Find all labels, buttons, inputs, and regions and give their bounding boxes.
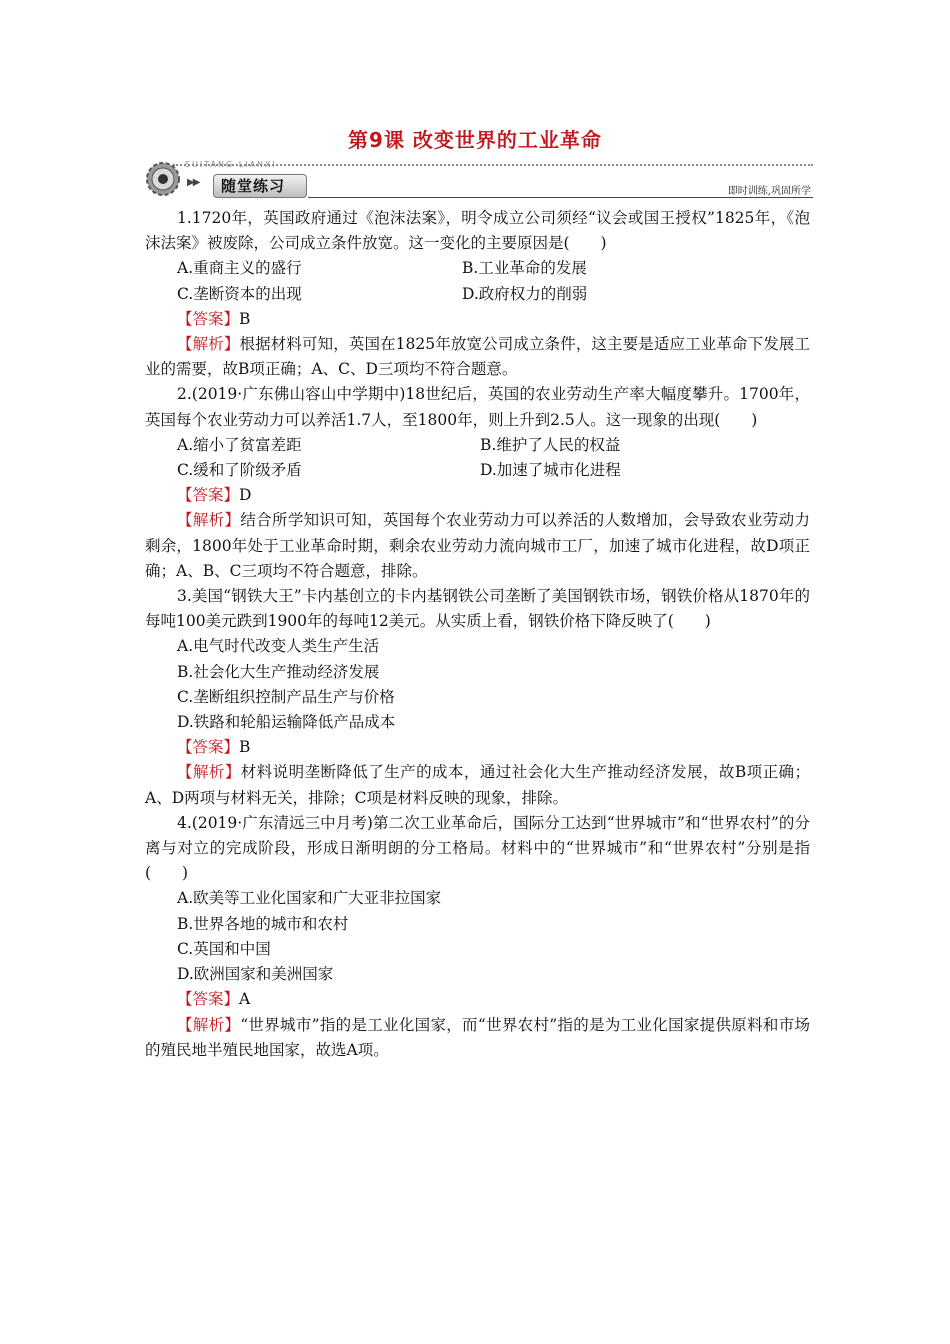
option-b: B.世界各地的城市和农村 xyxy=(177,914,349,933)
analysis-text: 材料说明垄断降低了生产的成本，通过社会化大生产推动经济发展，故B项正确；A、D两项与材料无关，排除；C项是材料反映的现象，排除。 xyxy=(145,763,810,807)
option-b: B.社会化大生产推动经济发展 xyxy=(177,662,380,681)
option-c: C.缓和了阶级矛盾 xyxy=(177,461,302,480)
option-grid xyxy=(145,256,810,306)
option-a: A.电气时代改变人类生产生活 xyxy=(177,637,380,656)
question-stem: 3.美国“钢铁大王”卡内基创立的卡内基钢铁公司垄断了美国钢铁市场，钢铁价格从1870年的每吨100美元跌到1900年的每吨12美元。从实质上看，钢铁价格下降反映了( ) xyxy=(145,587,810,631)
analysis-tag: 【解析】 xyxy=(177,511,241,530)
option-c: C.英国和中国 xyxy=(177,939,271,958)
banner-tagline: 即时训练,巩固所学 xyxy=(727,186,811,197)
option-a: A.缩小了贫富差距 xyxy=(177,435,302,454)
banner-label: 随堂练习 xyxy=(221,177,286,195)
option-d: D.欧洲国家和美洲国家 xyxy=(177,965,334,984)
analysis-text: 根据材料可知，英国在1825年放宽公司成立条件，这主要是适应工业革命下发展工业的需要，故B项正确；A、C、D三项均不符合题意。 xyxy=(145,335,810,379)
option-d: D.铁路和轮船运输降低产品成本 xyxy=(177,713,396,732)
answer-tag: 【答案】 xyxy=(177,309,240,328)
question-4 xyxy=(145,811,810,1063)
answer-tag: 【答案】 xyxy=(177,486,240,505)
answer-line xyxy=(145,735,810,760)
analysis-tag: 【解析】 xyxy=(177,763,241,782)
question-list xyxy=(145,206,810,1063)
analysis-line xyxy=(145,332,810,382)
option-a: A.欧美等工业化国家和广大亚非拉国家 xyxy=(177,889,442,908)
analysis-tag: 【解析】 xyxy=(177,1015,241,1034)
double-arrow-icon: ▶▶ xyxy=(187,177,199,188)
analysis-line xyxy=(145,1013,810,1063)
option-c: C.垄断组织控制产品生产与价格 xyxy=(177,687,395,706)
question-stem: 1.1720年，英国政府通过《泡沫法案》，明令成立公司须经“议会或国王授权”1825年，《泡沫法案》被废除，公司成立条件放宽。这一变化的主要原因是( ) xyxy=(145,209,810,253)
banner-rule xyxy=(308,197,813,198)
option-b: B.维护了人民的权益 xyxy=(480,435,621,454)
option-d: D.政府权力的削弱 xyxy=(462,284,588,303)
answer-line xyxy=(145,987,810,1012)
page-title: 第9课 改变世界的工业革命 xyxy=(348,128,602,152)
analysis-text: 结合所学知识可知，英国每个农业劳动力可以养活的人数增加，会导致农业劳动力剩余，1800年处于工业革命时期，剩余农业劳动力流向城市工厂，加速了城市化进程，故D项正确；A、B、C三项均不符合题意，排除。 xyxy=(145,511,810,580)
question-2 xyxy=(145,382,810,584)
section-banner xyxy=(143,157,813,199)
question-stem: 4.(2019·广东清远三中月考)第二次工业革命后，国际分工达到“世界城市”和“世界农村”的分离与对立的完成阶段，形成日渐明朗的分工格局。材料中的“世界城市”和“世界农村”分别是指( ) xyxy=(145,813,810,883)
option-c: C.垄断资本的出现 xyxy=(177,284,302,303)
question-1 xyxy=(145,206,810,382)
analysis-line xyxy=(145,760,810,810)
answer-value: B xyxy=(239,738,251,757)
answer-value: D xyxy=(239,486,252,505)
answer-line xyxy=(145,307,810,332)
answer-tag: 【答案】 xyxy=(177,990,240,1009)
answer-line xyxy=(145,483,810,508)
question-3 xyxy=(145,584,810,811)
analysis-text: “世界城市”指的是工业化国家，而“世界农村”指的是为工业化国家提供原料和市场的殖民地半殖民地国家，故选A项。 xyxy=(145,1015,810,1059)
gear-icon xyxy=(143,159,183,199)
option-a: A.重商主义的盛行 xyxy=(177,259,302,278)
answer-value: A xyxy=(239,990,251,1009)
option-grid xyxy=(145,433,810,483)
banner-pinyin: SUITANG LIANXI xyxy=(185,160,277,169)
answer-tag: 【答案】 xyxy=(177,738,240,757)
analysis-tag: 【解析】 xyxy=(177,335,240,354)
answer-value: B xyxy=(239,309,251,328)
question-stem: 2.(2019·广东佛山容山中学期中)18世纪后，英国的农业劳动生产率大幅度攀升。1700年，英国每个农业劳动力可以养活1.7人，至1800年，则上升到2.5人。这一现象的出现( ) xyxy=(145,385,810,429)
analysis-line xyxy=(145,508,810,584)
option-b: B.工业革命的发展 xyxy=(462,259,587,278)
option-d: D.加速了城市化进程 xyxy=(480,461,621,480)
